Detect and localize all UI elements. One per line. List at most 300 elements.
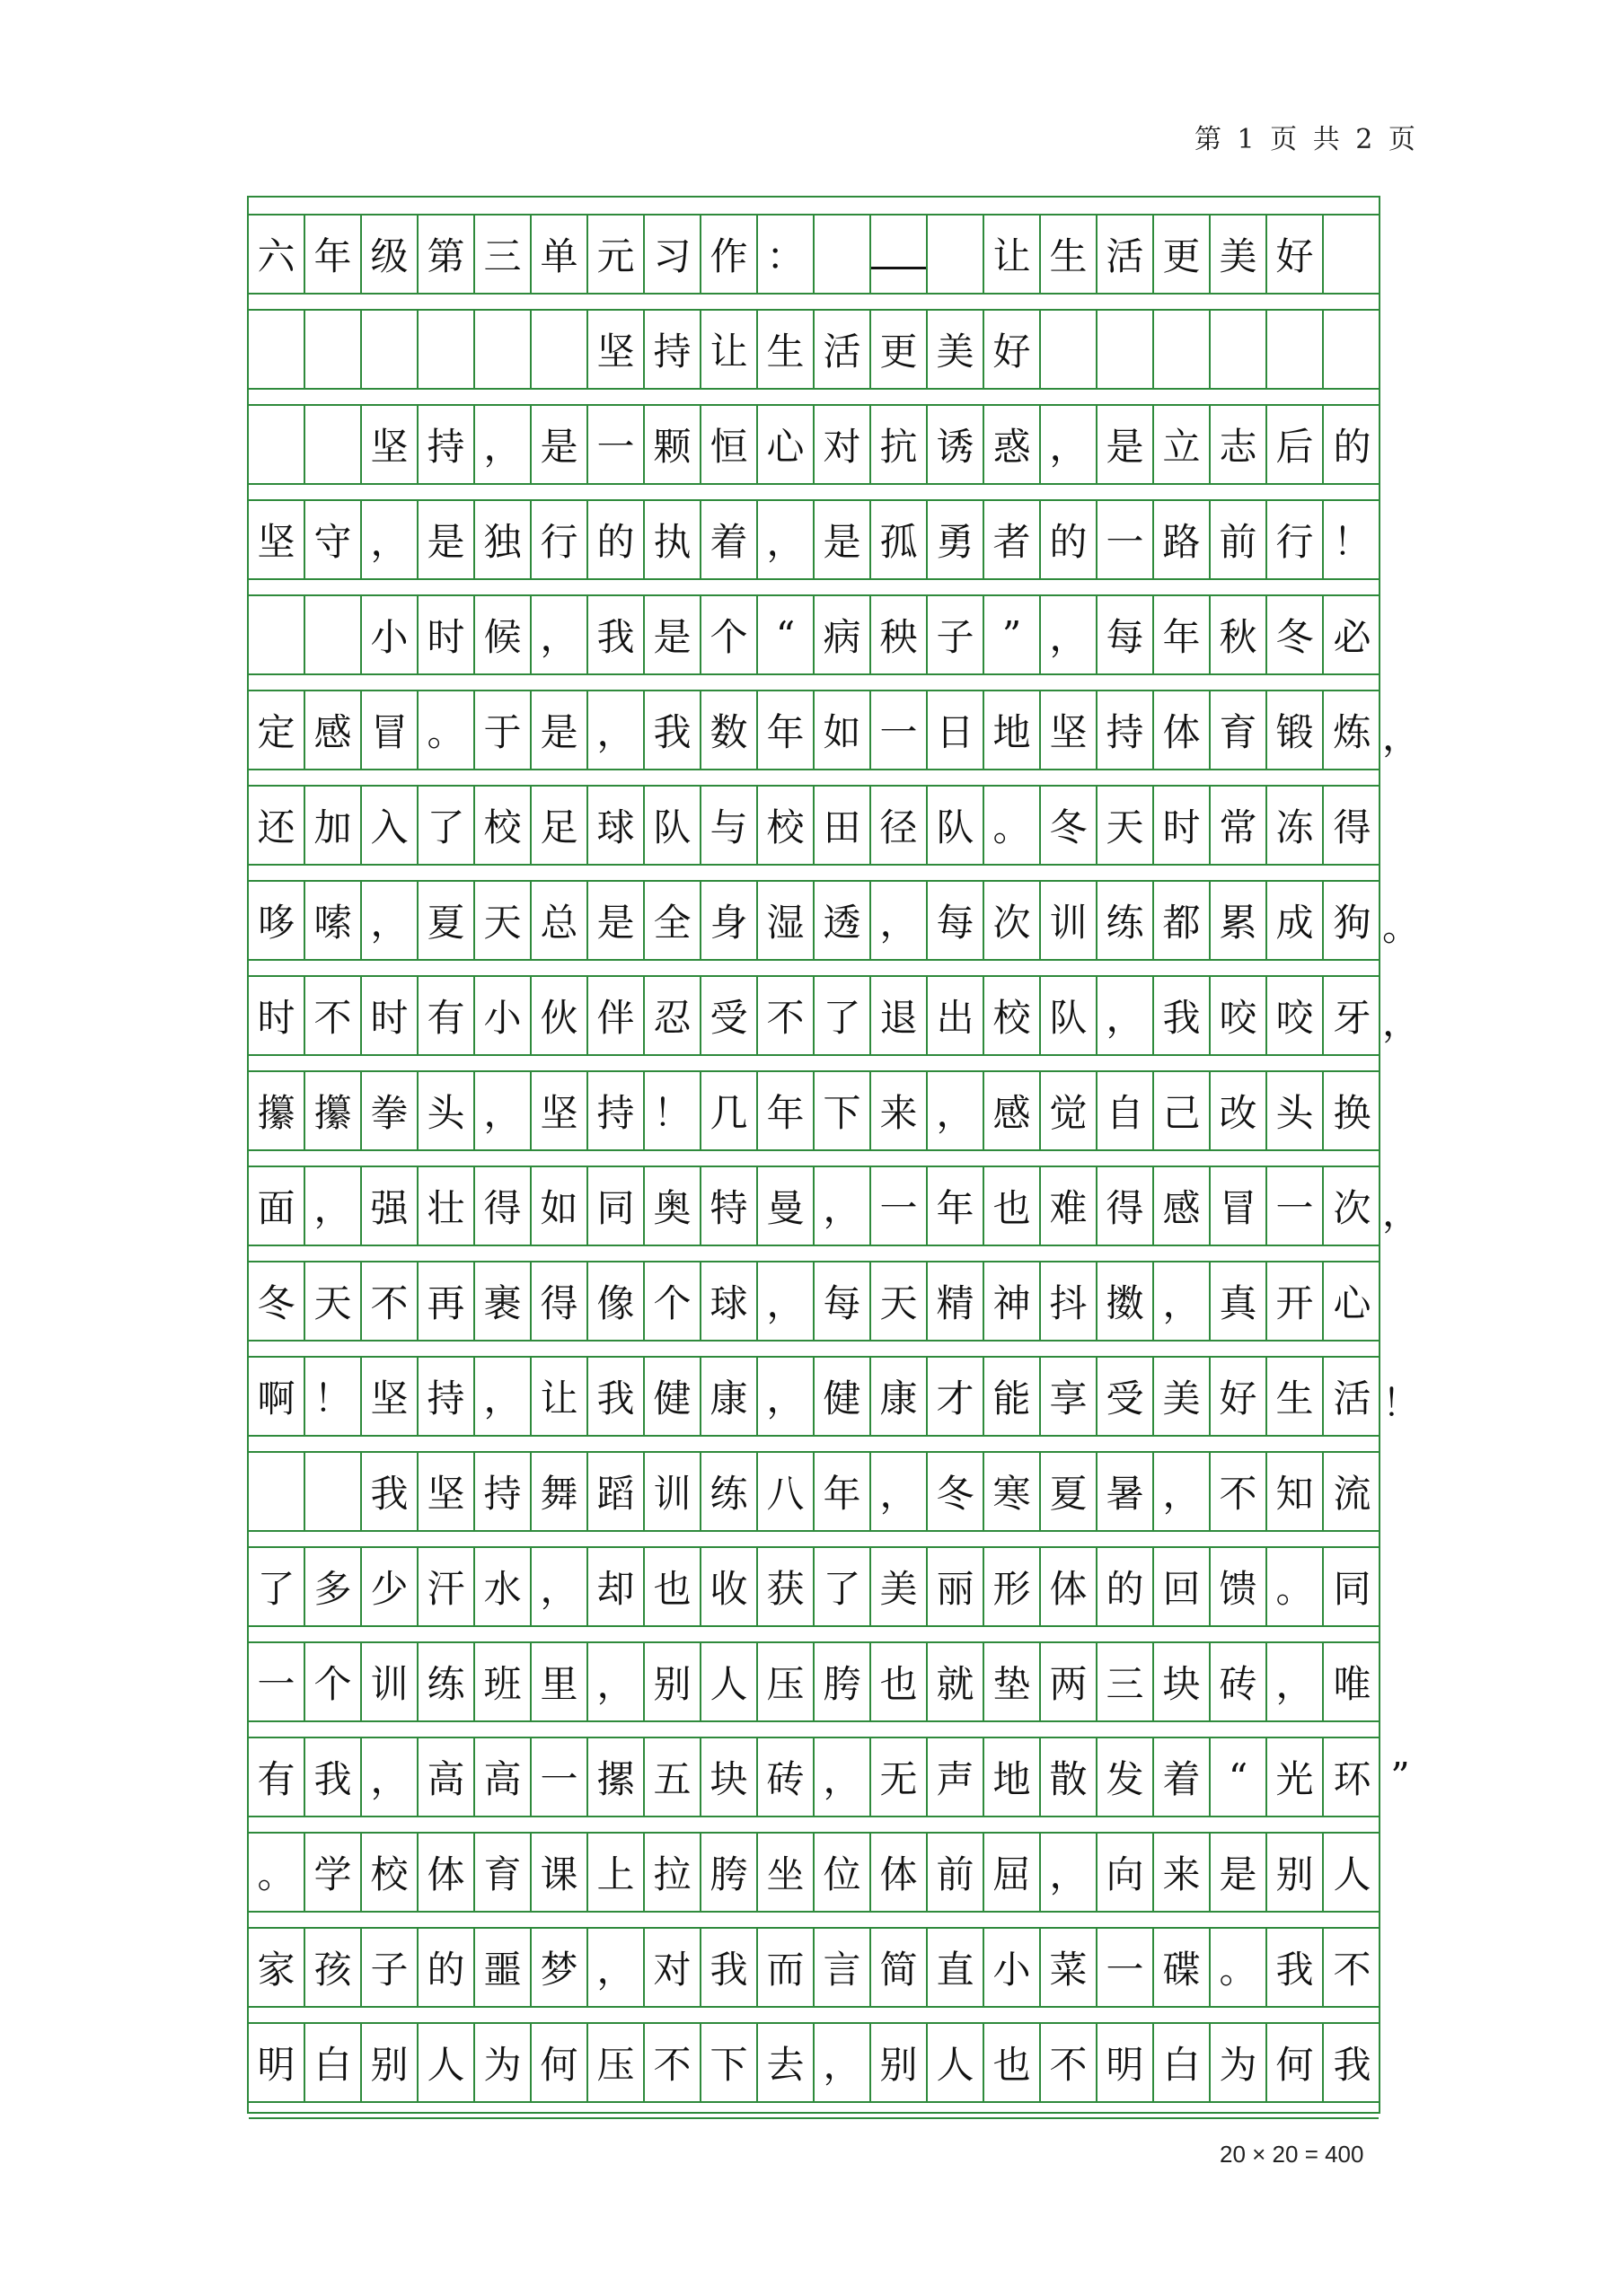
grid-cell: 美 [1211,216,1267,293]
grid-cell: 块 [1154,1643,1211,1720]
grid-cell [532,311,588,388]
grid-cell: 冻 [1267,787,1324,864]
grid-cell [249,311,305,388]
grid-cell: 坚 [1041,691,1097,769]
grid-cell: 是 [815,501,871,578]
grid-cell: ， [1154,1262,1211,1340]
grid-cell: 颗 [645,406,701,483]
grid-cell: 不 [305,977,362,1054]
grid-cell: 环 [1333,1757,1371,1801]
grid-cell: 前 [1211,501,1267,578]
grid-cell: 者 [984,501,1041,578]
grid-cell: 拉 [645,1834,701,1911]
grid-cell: 三 [475,216,532,293]
grid-cell: 舞 [532,1453,588,1530]
grid-cell: 冬 [1267,596,1324,673]
grid-cell: 坚 [362,1358,419,1435]
grid-cell: ， [1041,1834,1097,1911]
grid-cell: 地 [984,691,1041,769]
grid-cell: 发 [1097,1738,1154,1816]
grid-cell: 孩 [305,1929,362,2006]
grid-cell: 也 [984,1167,1041,1245]
grid-cell: 一 [588,406,645,483]
grid-cell [1324,216,1380,293]
grid-cell: 也 [984,2024,1041,2101]
grid-row [249,311,1379,388]
grid-cell: 五 [645,1738,701,1816]
grid-cell: 行 [532,501,588,578]
grid-cell: 受 [701,977,758,1054]
grid-cell [928,216,984,293]
grid-cell: 咬 [1267,977,1324,1054]
grid-cell: 体 [1154,691,1211,769]
grid-cell: ！ [1333,520,1371,564]
grid-cell: 天 [871,1262,928,1340]
grid-cell: 来 [871,1072,928,1149]
grid-row [249,596,1379,673]
grid-cell: 好 [1267,216,1324,293]
grid-cell: 练 [419,1643,475,1720]
grid-cell: 候 [475,596,532,673]
grid-cell: 练 [1097,882,1154,959]
grid-gap-strip [249,1340,1379,1358]
grid-cell: 里 [532,1643,588,1720]
grid-cell: 。 [1211,1929,1267,2006]
grid-cell: 而 [758,1929,815,2006]
grid-cell: 冒 [362,691,419,769]
grid-cell: 病 [815,596,871,673]
grid-cell: 秧 [871,596,928,673]
grid-cell: 我 [1333,2043,1371,2087]
grid-cell: 孤 [871,501,928,578]
grid-cell: 年 [815,1453,871,1530]
grid-gap-strip [249,483,1379,501]
grid-cell: “ [758,596,815,673]
grid-cell: 练 [701,1453,758,1530]
grid-cell: 数 [701,691,758,769]
grid-cell: 得 [475,1167,532,1245]
grid-cell: 是 [645,596,701,673]
grid-cell: 散 [1041,1738,1097,1816]
grid-cell: ， [588,691,645,769]
grid-cell: 我 [701,1929,758,2006]
grid-row [249,2024,1379,2101]
grid-cell: 锻 [1267,691,1324,769]
grid-cell: 自 [1097,1072,1154,1149]
grid-cell: 改 [1211,1072,1267,1149]
grid-cell: 康 [701,1358,758,1435]
grid-cell: 就 [928,1643,984,1720]
grid-cell: 丽 [928,1548,984,1625]
grid-cell: 都 [1154,882,1211,959]
grid-cell: 班 [475,1643,532,1720]
grid-cell: 径 [871,787,928,864]
grid-cell: 还 [249,787,305,864]
grid-cell: 诱 [928,406,984,483]
grid-cell: 好 [984,311,1041,388]
grid-cell: 健 [645,1358,701,1435]
grid-cell: ， [928,1072,984,1149]
grid-cell: 次 [1333,1186,1371,1230]
grid-cell: 坚 [362,406,419,483]
grid-cell: 再 [419,1262,475,1340]
grid-cell: 一 [1097,1929,1154,2006]
grid-cell: 个 [305,1643,362,1720]
grid-cell: 向 [1097,1834,1154,1911]
composition-grid [247,196,1421,2114]
grid-cell: 于 [475,691,532,769]
grid-cell: 队 [1041,977,1097,1054]
grid-cell: 持 [1097,691,1154,769]
grid-gap-strip [249,388,1379,406]
grid-cell: 何 [1267,2024,1324,2101]
grid-gap-strip [249,1911,1379,1929]
grid-cell: 别 [1267,1834,1324,1911]
grid-cell: 多 [305,1548,362,1625]
grid-row [249,1738,1410,1816]
grid-cell: 一 [1267,1167,1324,1245]
grid-cell: 子 [928,596,984,673]
grid-cell: 何 [532,2024,588,2101]
overflow-punctuation: ， [1382,1000,1421,1044]
grid-cell: 开 [1267,1262,1324,1340]
grid-cell: 冬 [928,1453,984,1530]
grid-cell: 回 [1154,1548,1211,1625]
grid-cell: 感 [1154,1167,1211,1245]
grid-cell: 让 [984,216,1041,293]
grid-cell: 的 [1097,1548,1154,1625]
grid-cell: 能 [984,1358,1041,1435]
grid-cell: 砖 [758,1738,815,1816]
grid-cell [305,1453,362,1530]
grid-cell: 子 [362,1929,419,2006]
grid-cell: 蹈 [588,1453,645,1530]
grid-cell: 美 [1154,1358,1211,1435]
grid-cell [305,596,362,673]
grid-cell: 上 [588,1834,645,1911]
grid-cell: 队 [645,787,701,864]
grid-row [249,691,1421,769]
grid-cell: 校 [475,787,532,864]
grid-cell: ， [1267,1643,1324,1720]
grid-cell: 训 [1041,882,1097,959]
grid-cell: 。 [984,787,1041,864]
grid-cell: 块 [701,1738,758,1816]
grid-gap-strip [249,198,1379,216]
grid-row [249,1072,1379,1149]
grid-cell: 换 [1333,1091,1371,1135]
grid-cell: ， [475,1358,532,1435]
grid-cell: 人 [1333,1852,1371,1896]
grid-cell: 。 [419,691,475,769]
grid-cell: 作 [701,216,758,293]
grid-cell: 累 [1211,882,1267,959]
grid-cell: 曼 [758,1167,815,1245]
grid-count-formula: 20 × 20 = 400 [1220,2141,1364,2168]
grid-cell: 也 [645,1548,701,1625]
grid-cell: 高 [475,1738,532,1816]
grid-cell: 时 [419,596,475,673]
grid-cell: ” [984,596,1041,673]
grid-cell: 活 [1333,1377,1371,1421]
grid-cell: 不 [645,2024,701,2101]
grid-cell: 次 [984,882,1041,959]
grid-cell: 菜 [1041,1929,1097,2006]
grid-gap-strip [249,1435,1379,1453]
grid-cell: 少 [362,1548,419,1625]
grid-row [249,787,1379,864]
grid-cell: 才 [928,1358,984,1435]
grid-cell: 人 [419,2024,475,2101]
grid-row [249,977,1421,1054]
grid-cell: 秋 [1211,596,1267,673]
grid-cell: 心 [758,406,815,483]
grid-cell: 我 [1267,1929,1324,2006]
grid-cell: 来 [1154,1834,1211,1911]
grid-cell: ！ [645,1072,701,1149]
grid-row [249,1643,1379,1720]
grid-row [249,406,1379,483]
grid-cell: 年 [305,216,362,293]
grid-cell: 几 [701,1072,758,1149]
grid-cell: 忍 [645,977,701,1054]
grid-cell: 压 [758,1643,815,1720]
grid-cell: ， [532,1548,588,1625]
grid-cell: 咬 [1211,977,1267,1054]
grid-row [249,501,1379,578]
grid-cell: 感 [305,691,362,769]
grid-cell: ， [815,1738,871,1816]
grid-cell: 了 [419,787,475,864]
grid-cell: 去 [758,2024,815,2101]
grid-gap-strip [249,1149,1379,1167]
grid-cell: 训 [362,1643,419,1720]
grid-cell: 不 [758,977,815,1054]
grid-cell: 光 [1267,1738,1324,1816]
grid-cell: 明 [249,2024,305,2101]
grid-cell: 田 [815,787,871,864]
grid-row [249,1548,1379,1625]
grid-cell: ， [758,1358,815,1435]
grid-cell: 入 [362,787,419,864]
grid-cell: 第 [419,216,475,293]
grid-cell: 压 [588,2024,645,2101]
grid-cell: 地 [984,1738,1041,1816]
grid-cell: 小 [362,596,419,673]
grid-cell: 己 [1154,1072,1211,1149]
grid-cell: 健 [815,1358,871,1435]
grid-row [249,1358,1421,1435]
grid-gap-strip [249,959,1379,977]
grid-cell: ， [588,1643,645,1720]
grid-cell: 坚 [419,1453,475,1530]
grid-cell: 队 [928,787,984,864]
grid-cell: 同 [588,1167,645,1245]
grid-cell: 像 [588,1262,645,1340]
grid-cell: 时 [249,977,305,1054]
grid-cell: 我 [1154,977,1211,1054]
grid-cell: 坚 [249,501,305,578]
grid-cell: 个 [645,1262,701,1340]
grid-cell: 执 [645,501,701,578]
grid-cell: 体 [1041,1548,1097,1625]
grid-cell: 言 [815,1929,871,2006]
grid-cell: 我 [305,1738,362,1816]
grid-cell: 同 [1333,1567,1371,1611]
grid-cell: 习 [645,216,701,293]
grid-gap-strip [249,769,1379,787]
grid-cell: 一 [871,691,928,769]
grid-cell: 持 [645,311,701,388]
grid-cell: 是 [532,406,588,483]
grid-cell [305,311,362,388]
grid-cell: 夏 [1041,1453,1097,1530]
grid-cell [475,311,532,388]
grid-cell [1097,311,1154,388]
grid-cell: 一 [1097,501,1154,578]
grid-cell: 神 [984,1262,1041,1340]
grid-cell: 声 [928,1738,984,1816]
grid-cell: 知 [1267,1453,1324,1530]
grid-cell: 不 [1041,2024,1097,2101]
grid-gap-strip [249,1816,1379,1834]
grid-cell: 与 [701,787,758,864]
grid-cell: 强 [362,1167,419,1245]
grid-cell: 人 [701,1643,758,1720]
grid-cell: 坚 [588,311,645,388]
grid-cell: 别 [871,2024,928,2101]
grid-cell: 校 [984,977,1041,1054]
grid-cell: 的 [419,1929,475,2006]
grid-cell: 白 [1154,2024,1211,2101]
grid-cell: ， [758,1262,815,1340]
grid-cell: 持 [475,1453,532,1530]
grid-cell: 攥 [305,1072,362,1149]
grid-gap-strip [249,673,1379,691]
grid-cell: ， [362,501,419,578]
grid-cell: 感 [984,1072,1041,1149]
grid-cell: 嗦 [305,882,362,959]
grid-row [249,1929,1379,2006]
grid-cell: 透 [815,882,871,959]
grid-gap-strip [249,1720,1379,1738]
grid-cell: 梦 [532,1929,588,2006]
grid-cell: ， [1041,596,1097,673]
grid-cell: 六 [249,216,305,293]
grid-cell: ， [871,1453,928,1530]
grid-cell: 更 [871,311,928,388]
grid-gap-strip [249,2101,1379,2119]
grid-cell: 育 [475,1834,532,1911]
grid-gap-strip [249,2006,1379,2024]
grid-cell: 了 [815,1548,871,1625]
grid-cell: 八 [758,1453,815,1530]
grid-cell: ， [588,1929,645,2006]
grid-cell: 持 [588,1072,645,1149]
grid-cell: 元 [588,216,645,293]
grid-cell: 了 [815,977,871,1054]
grid-cell: 精 [928,1262,984,1340]
grid-cell [1267,311,1324,388]
grid-cell: ， [758,501,815,578]
grid-row [249,1167,1421,1245]
grid-gap-strip [249,1625,1379,1643]
grid-cell: 觉 [1041,1072,1097,1149]
grid-cell: 人 [928,2024,984,2101]
grid-cell: 年 [758,1072,815,1149]
grid-cell: 如 [532,1167,588,1245]
grid-cell [305,406,362,483]
grid-cell: 单 [532,216,588,293]
grid-cell [249,406,305,483]
grid-cell: 年 [928,1167,984,1245]
fill-in-blank-line [871,240,926,269]
grid-cell: 湿 [758,882,815,959]
overflow-punctuation: 。 [1382,905,1421,949]
grid-cell: ， [532,596,588,673]
grid-cell: 出 [928,977,984,1054]
grid-cell: 活 [815,311,871,388]
grid-cell: 勇 [928,501,984,578]
grid-cell: 两 [1041,1643,1097,1720]
grid-cell: 拳 [362,1072,419,1149]
grid-cell: 简 [871,1929,928,2006]
grid-cell: 加 [305,787,362,864]
grid-cell: 成 [1267,882,1324,959]
grid-cell: 屈 [984,1834,1041,1911]
grid-cell: 生 [1267,1358,1324,1435]
grid-cell: 是 [532,691,588,769]
grid-cell: 摞 [588,1738,645,1816]
grid-cell: 三 [1097,1643,1154,1720]
grid-cell: 牙 [1333,996,1371,1040]
grid-cell: 受 [1097,1358,1154,1435]
grid-cell: 恒 [701,406,758,483]
grid-cell: 退 [871,977,928,1054]
grid-cell: 是 [1097,406,1154,483]
grid-cell: 特 [701,1167,758,1245]
grid-cell: 我 [588,596,645,673]
grid-cell: 路 [1154,501,1211,578]
grid-cell [1041,311,1097,388]
grid-cell: 难 [1041,1167,1097,1245]
grid-cell [419,311,475,388]
grid-cell: 冬 [1041,787,1097,864]
grid-cell: 无 [871,1738,928,1816]
grid-cell: ， [815,2024,871,2101]
grid-cell: 必 [1333,615,1371,659]
grid-cell: 不 [362,1262,419,1340]
grid-cell: 噩 [475,1929,532,2006]
grid-cell [1154,311,1211,388]
grid-cell: 不 [1333,1948,1371,1992]
grid-cell: ， [871,882,928,959]
grid-cell: 志 [1211,406,1267,483]
grid-cell: 行 [1267,501,1324,578]
grid-cell: 时 [1154,787,1211,864]
grid-cell: 一 [532,1738,588,1816]
grid-cell: ， [1154,1453,1211,1530]
grid-cell: ， [815,1167,871,1245]
grid-cell: 真 [1211,1262,1267,1340]
grid-cell: 每 [928,882,984,959]
grid-cell: 着 [701,501,758,578]
grid-cell: 活 [1097,216,1154,293]
grid-cell: 我 [362,1453,419,1530]
grid-cell: ， [475,406,532,483]
grid-cell: 生 [1041,216,1097,293]
grid-cell: 家 [249,1929,305,2006]
